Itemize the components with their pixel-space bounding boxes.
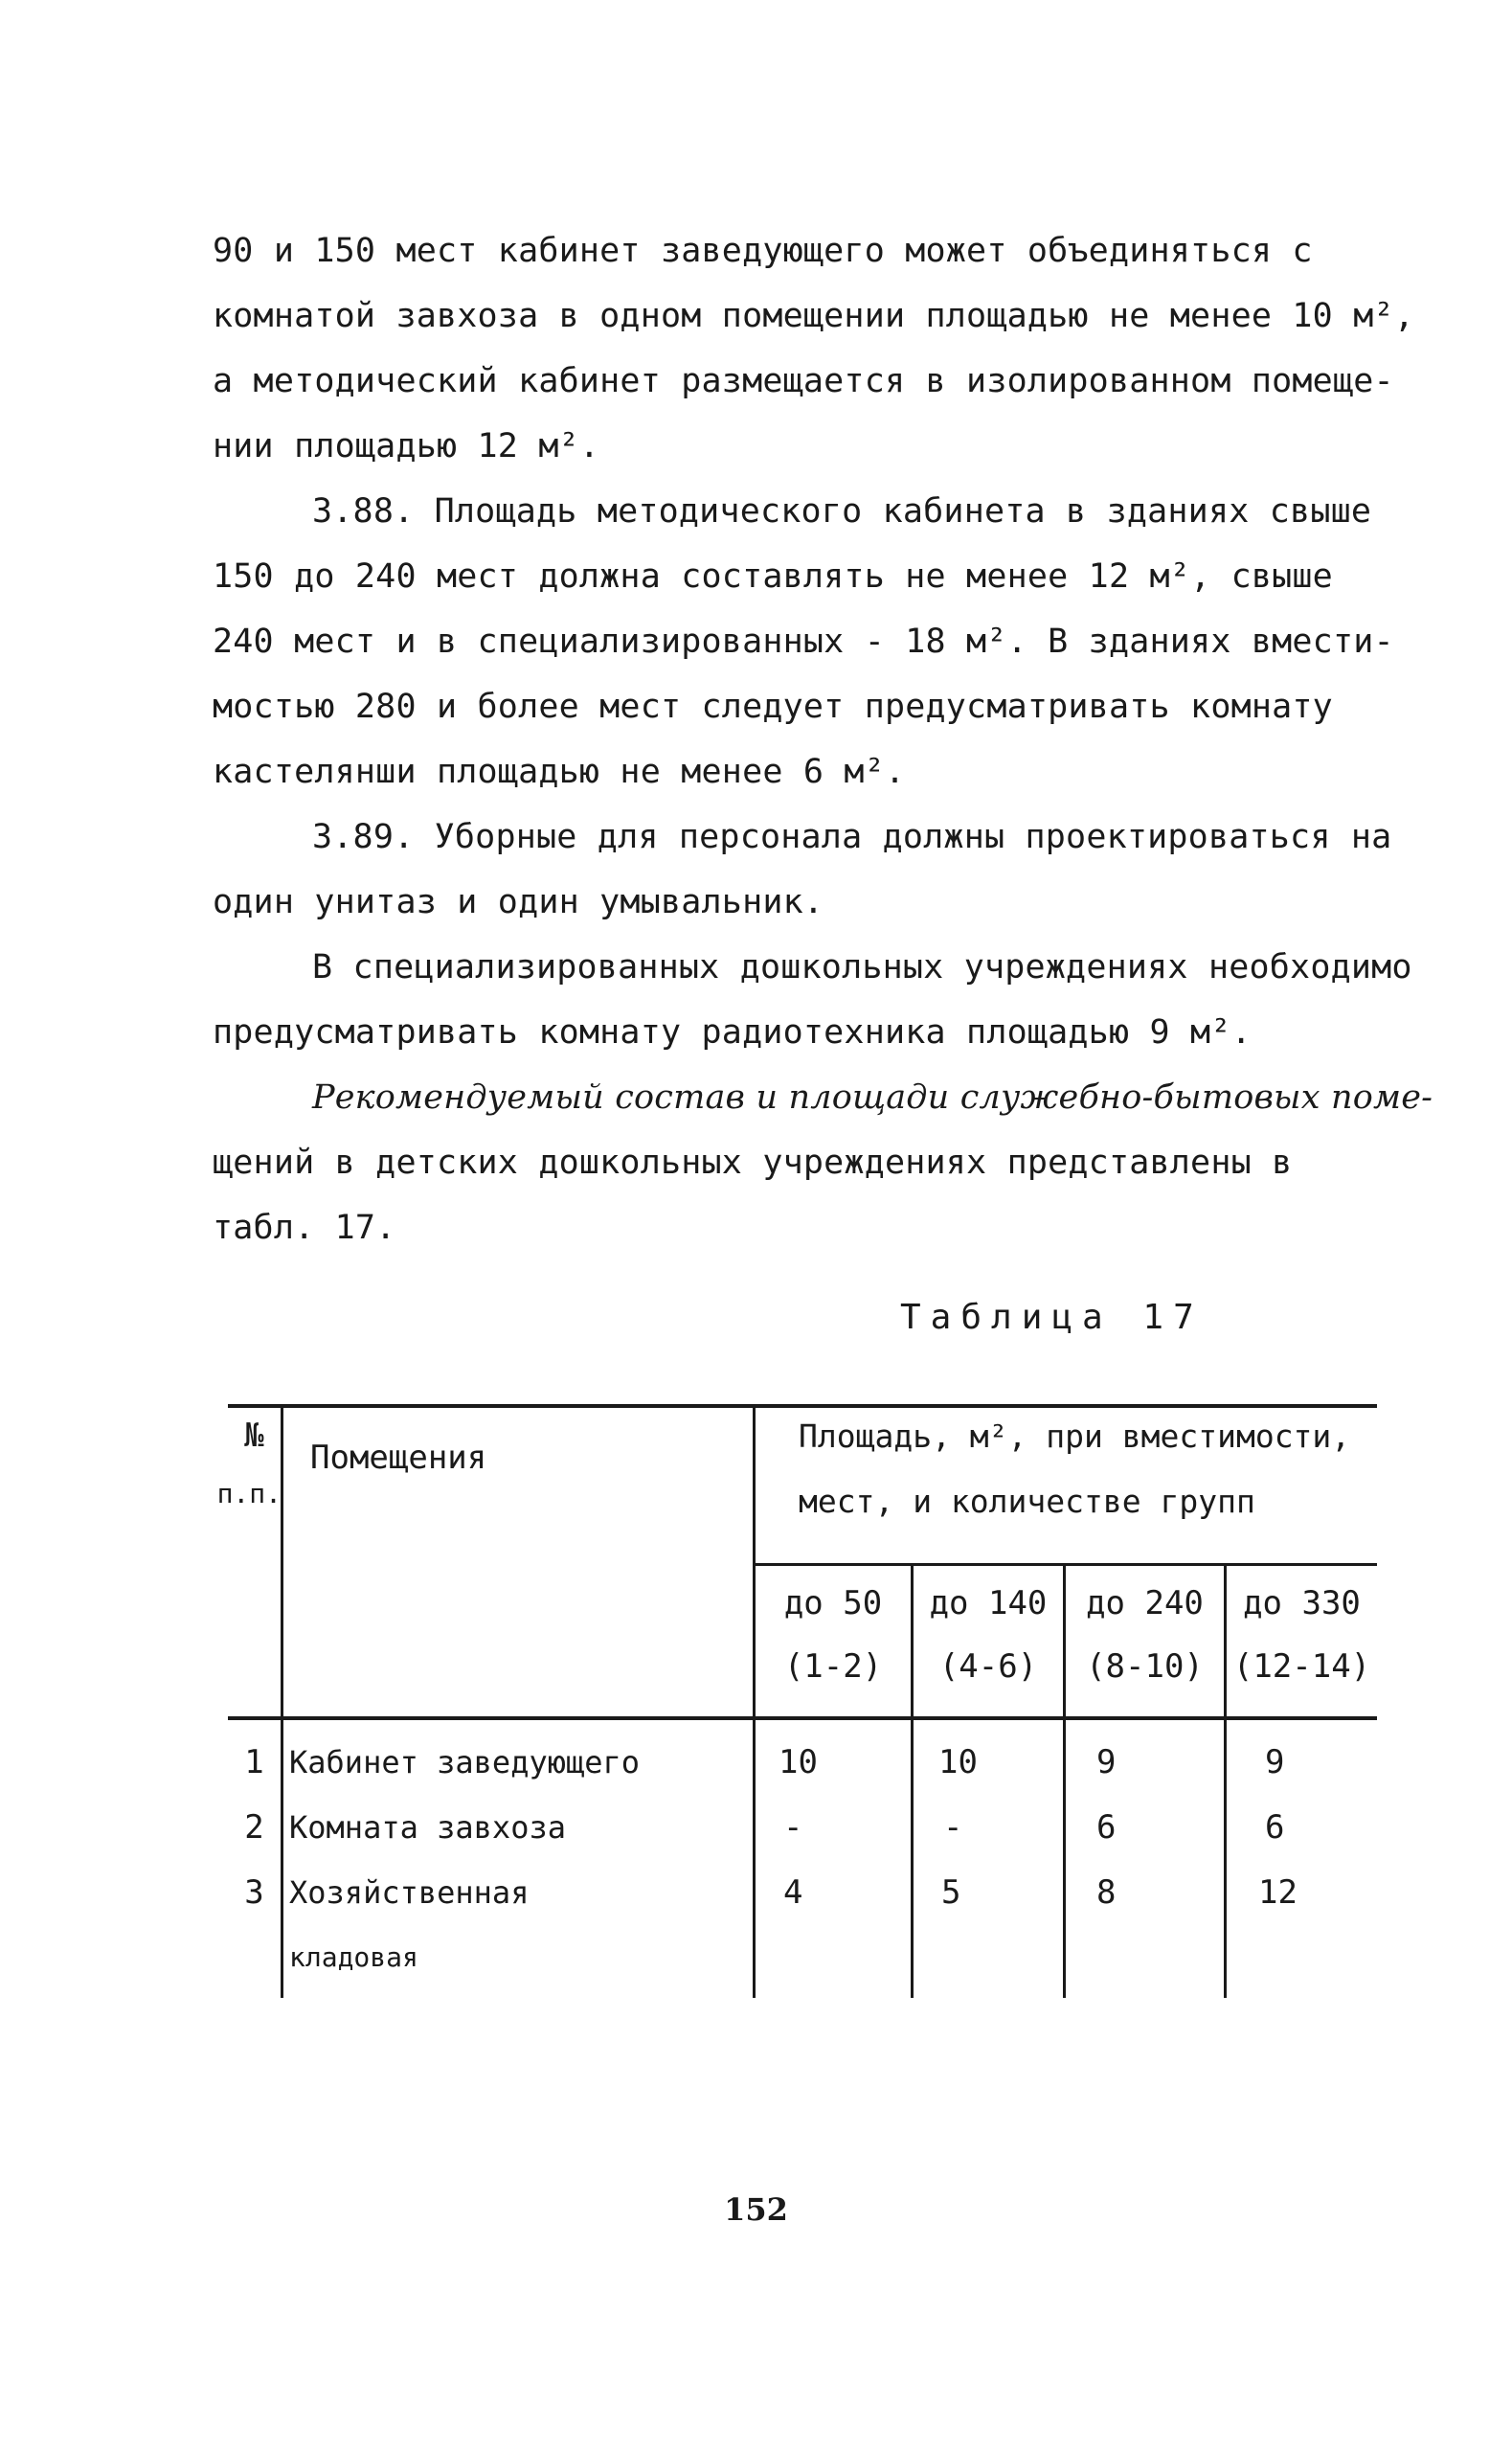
text-line: табл. 17. [213,1209,396,1247]
col-divider [753,1404,756,1998]
text-line: мостью 280 и более мест следует предусматривать комнату [213,688,1333,726]
row-1-val-1: 10 [779,1743,818,1781]
header-col-2-groups: (4-6) [938,1647,1038,1686]
header-col-4-groups: (12-14) [1232,1647,1371,1686]
body-text [213,218,1433,1260]
row-3-val-1: 4 [783,1873,803,1912]
row-2-val-3: 6 [1096,1808,1117,1847]
header-col-3: до 240 [1086,1584,1204,1622]
row-3-val-3: 8 [1096,1873,1117,1912]
row-1-val-4: 9 [1265,1743,1285,1781]
header-area-line2: мест, и количестве групп [799,1483,1255,1520]
text-line: В специализированных дошкольных учреждениях необходимо [312,948,1412,986]
row-3-num: 3 [244,1873,264,1912]
text-line: 3.89. Уборные для персонала должны проектироваться на [312,818,1392,856]
rooms-table [216,1404,1377,1998]
row-1-val-3: 9 [1096,1743,1117,1781]
header-col-2: до 140 [929,1584,1048,1622]
text-line: щений в детских дошкольных учреждениях представлены в [213,1144,1293,1182]
text-line: 90 и 150 мест кабинет заведующего может объединяться с [213,232,1313,270]
row-1-name: Кабинет заведующего [289,1744,641,1780]
text-line: 150 до 240 мест должна составлять не менее 12 м², свыше [213,557,1333,596]
text-line: один унитаз и один умывальник. [213,883,824,921]
text-line: нии площадью 12 м². [213,427,600,465]
row-2-val-2: - [943,1808,963,1847]
row-1-val-2: 10 [938,1743,978,1781]
row-3-val-4: 12 [1258,1873,1298,1912]
row-2-val-4: 6 [1265,1808,1285,1847]
text-line: предусматривать комнату радиотехника площадью 9 м². [213,1013,1252,1052]
row-3-name-cont: кладовая [289,1941,418,1973]
header-col-4: до 330 [1243,1584,1361,1622]
header-sub-rule [755,1563,1377,1566]
header-col-1: до 50 [783,1584,883,1622]
header-num-symbol: № [244,1417,264,1455]
text-line: 240 мест и в специализированных - 18 м². В зданиях вмести- [213,623,1394,661]
row-2-num: 2 [244,1808,264,1847]
header-col-3-groups: (8-10) [1086,1647,1204,1686]
header-area-line1: Площадь, м², при вместимости, [799,1417,1351,1455]
text-line: Рекомендуемый состав и площади служебно-бытовых поме- [312,1078,1433,1117]
row-2-name: Комната завхоза [289,1809,566,1846]
row-1-num: 1 [244,1743,264,1781]
text-line: кастелянши площадью не менее 6 м². [213,753,906,791]
row-2-val-1: - [783,1808,803,1847]
text-line: а методический кабинет размещается в изолированном помеще- [213,362,1394,400]
header-num-label: п.п. [216,1478,282,1509]
row-3-name: Хозяйственная [289,1874,530,1911]
header-bottom-rule [228,1716,1377,1720]
text-line: комнатой завхоза в одном помещении площадью не менее 10 м², [213,297,1415,335]
page-number: 152 [724,2191,788,2228]
header-col-1-groups: (1-2) [783,1647,883,1686]
text-line: 3.88. Площадь методического кабинета в зданиях свыше [312,492,1372,531]
table-title: Таблица 17 [900,1298,1204,1337]
header-rooms: Помещения [310,1439,487,1477]
row-3-val-2: 5 [941,1873,961,1912]
